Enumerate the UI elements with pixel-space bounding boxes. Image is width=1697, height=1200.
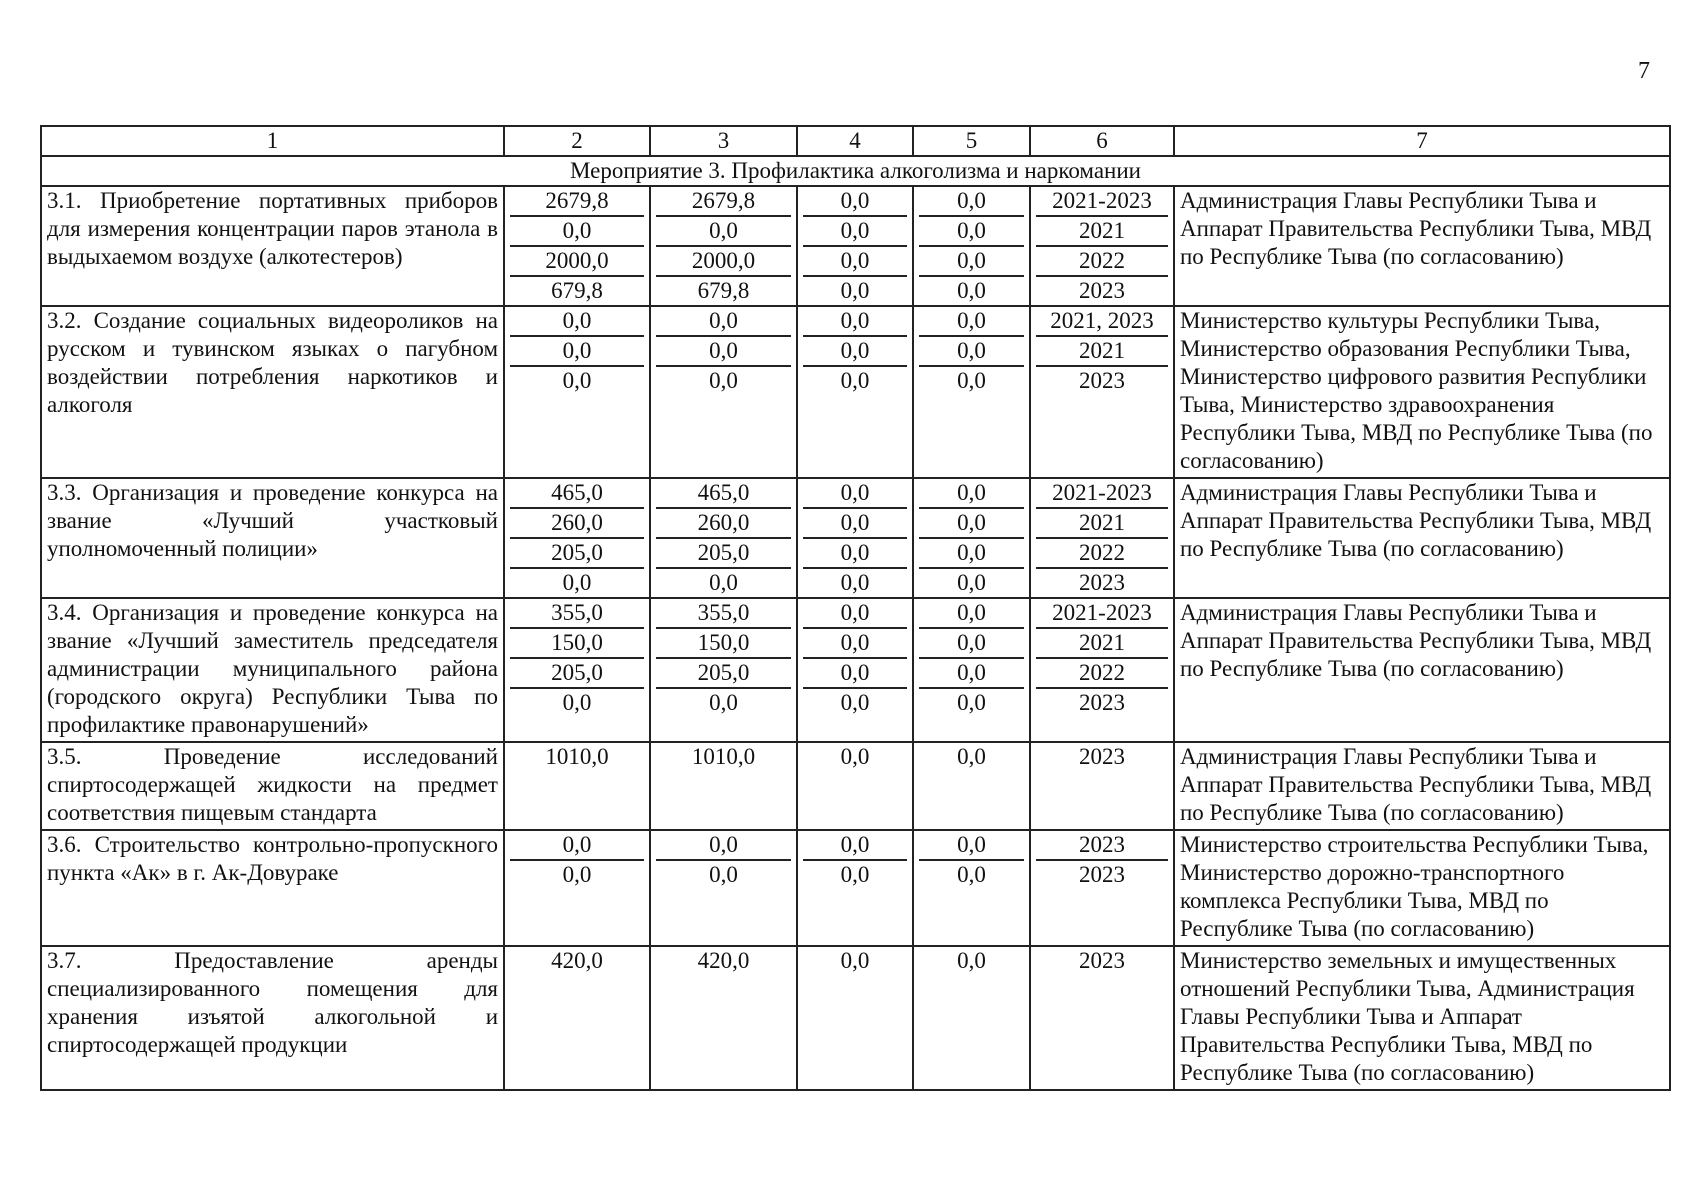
value-line: 679,8 <box>697 278 750 303</box>
value-line: 0,0 <box>510 831 644 861</box>
value-line: 2021 <box>1036 217 1168 247</box>
value-cell-col4 <box>797 946 913 1090</box>
value-line: 0,0 <box>562 368 592 393</box>
value-cell-col4 <box>797 742 913 830</box>
value-line: 0,0 <box>803 217 907 247</box>
value-line: 0,0 <box>957 570 986 595</box>
responsible-executors: Администрация Главы Республики Тыва и Аппарат Правительства Республики Тыва, МВД по Республике Тыва (по согласованию) <box>1174 742 1670 830</box>
value-line: 0,0 <box>656 337 791 367</box>
responsible-executors: Администрация Главы Республики Тыва и Аппарат Правительства Республики Тыва, МВД по Республике Тыва (по согласованию) <box>1174 598 1670 742</box>
value-line: 205,0 <box>656 659 791 689</box>
value-cell-col4 <box>797 478 913 598</box>
value-line: 355,0 <box>510 599 644 629</box>
table-row <box>41 478 1670 598</box>
value-line: 0,0 <box>957 948 986 973</box>
value-line: 0,0 <box>803 187 907 217</box>
value-line: 0,0 <box>803 337 907 367</box>
value-line: 2023 <box>1079 862 1125 887</box>
value-line: 0,0 <box>840 948 870 973</box>
value-cell-col2 <box>504 742 650 830</box>
value-cell-col2 <box>504 946 650 1090</box>
table-row <box>41 742 1670 830</box>
value-cell-col2 <box>504 186 650 306</box>
value-line: 150,0 <box>510 629 644 659</box>
value-line: 465,0 <box>510 479 644 509</box>
value-line: 0,0 <box>709 570 738 595</box>
value-line: 0,0 <box>656 831 791 861</box>
value-line: 420,0 <box>697 948 750 973</box>
value-cell-col3 <box>650 742 797 830</box>
activity-name: 3.5. Проведение исследований спиртосодержащей жидкости на предмет соответствия пищевым стандарта <box>41 742 504 830</box>
value-line: 2023 <box>1079 744 1125 769</box>
value-cell-col6 <box>1030 830 1174 946</box>
value-cell-col6 <box>1030 478 1174 598</box>
value-line: 0,0 <box>803 539 907 569</box>
value-line: 465,0 <box>656 479 791 509</box>
value-line: 0,0 <box>803 629 907 659</box>
value-line: 2022 <box>1036 659 1168 689</box>
value-line: 0,0 <box>957 690 986 715</box>
value-line: 0,0 <box>803 659 907 689</box>
value-cell-col3 <box>650 186 797 306</box>
value-line: 2023 <box>1036 831 1168 861</box>
value-cell-col6 <box>1030 186 1174 306</box>
value-line: 0,0 <box>510 307 644 337</box>
header-row <box>41 126 1670 156</box>
value-line: 0,0 <box>803 599 907 629</box>
value-line: 420,0 <box>551 948 603 973</box>
value-line: 2021-2023 <box>1036 479 1168 509</box>
value-line: 0,0 <box>919 307 1024 337</box>
value-cell-col2 <box>504 478 650 598</box>
value-cell-col4 <box>797 186 913 306</box>
header-col-2: 2 <box>504 126 650 156</box>
value-line: 2679,8 <box>510 187 644 217</box>
value-line: 0,0 <box>562 690 592 715</box>
value-line: 260,0 <box>656 509 791 539</box>
value-line: 2021-2023 <box>1036 599 1168 629</box>
value-line: 0,0 <box>840 570 870 595</box>
value-cell-col4 <box>797 598 913 742</box>
value-line: 2679,8 <box>656 187 791 217</box>
value-cell-col5 <box>913 742 1030 830</box>
header-col-5: 5 <box>913 126 1030 156</box>
value-line: 679,8 <box>551 278 603 303</box>
value-line: 2021, 2023 <box>1036 307 1168 337</box>
section-row <box>41 156 1670 186</box>
value-line: 2021 <box>1036 337 1168 367</box>
value-line: 355,0 <box>656 599 791 629</box>
value-cell-col6 <box>1030 598 1174 742</box>
responsible-executors: Министерство культуры Республики Тыва, Министерство образования Республики Тыва, Министерство цифрового развития Республики Тыва, Министерство здравоохранения Республики Тыва, МВД по Республике Тыва (по согласованию) <box>1174 306 1670 478</box>
value-line: 0,0 <box>957 278 986 303</box>
value-cell-col2 <box>504 598 650 742</box>
value-cell-col5 <box>913 478 1030 598</box>
value-cell-col5 <box>913 946 1030 1090</box>
value-line: 0,0 <box>919 247 1024 277</box>
header-col-3: 3 <box>650 126 797 156</box>
value-cell-col4 <box>797 306 913 478</box>
value-line: 0,0 <box>919 831 1024 861</box>
value-cell-col6 <box>1030 946 1174 1090</box>
value-line: 205,0 <box>510 539 644 569</box>
value-cell-col2 <box>504 830 650 946</box>
responsible-executors: Министерство земельных и имущественных отношений Республики Тыва, Администрация Главы Республики Тыва и Аппарат Правительства Республики Тыва, МВД по Республике Тыва (по согласованию) <box>1174 946 1670 1090</box>
header-col-1: 1 <box>41 126 504 156</box>
header-col-6: 6 <box>1030 126 1174 156</box>
value-line: 0,0 <box>957 744 986 769</box>
value-line: 2023 <box>1079 368 1125 393</box>
value-line: 0,0 <box>803 509 907 539</box>
value-line: 0,0 <box>709 368 738 393</box>
value-line: 0,0 <box>919 629 1024 659</box>
value-cell-col6 <box>1030 742 1174 830</box>
value-cell-col3 <box>650 830 797 946</box>
value-line: 0,0 <box>709 862 738 887</box>
value-line: 0,0 <box>709 690 738 715</box>
value-line: 0,0 <box>803 479 907 509</box>
value-cell-col3 <box>650 598 797 742</box>
program-table <box>40 125 1671 1091</box>
page-number: 7 <box>1638 58 1650 84</box>
activity-name: 3.7. Предоставление аренды специализированного помещения для хранения изъятой алкогольной и спиртосодержащей продукции <box>41 946 504 1090</box>
table-row <box>41 830 1670 946</box>
value-line: 0,0 <box>919 217 1024 247</box>
header-col-7: 7 <box>1174 126 1670 156</box>
value-line: 0,0 <box>562 570 592 595</box>
value-line: 2023 <box>1079 948 1125 973</box>
activity-name: 3.4. Организация и проведение конкурса на звание «Лучший заместитель председателя администрации муниципального района (городского округа) Республики Тыва по профилактике правонарушений» <box>41 598 504 742</box>
activity-name: 3.1. Приобретение портативных приборов для измерения концентрации паров этанола в выдыхаемом воздухе (алкотестеров) <box>41 186 504 306</box>
value-line: 0,0 <box>957 368 986 393</box>
value-line: 0,0 <box>803 831 907 861</box>
value-line: 0,0 <box>919 599 1024 629</box>
section-title: Мероприятие 3. Профилактика алкоголизма и наркомании <box>41 156 1670 186</box>
table-row <box>41 306 1670 478</box>
value-line: 0,0 <box>919 509 1024 539</box>
value-line: 0,0 <box>919 337 1024 367</box>
responsible-executors: Министерство строительства Республики Тыва, Министерство дорожно-транспортного комплекса Республики Тыва, МВД по Республике Тыва (по согласованию) <box>1174 830 1670 946</box>
value-line: 0,0 <box>840 744 870 769</box>
activity-name: 3.2. Создание социальных видеороликов на русском и тувинском языках о пагубном воздействии потребления наркотиков и алкоголя <box>41 306 504 478</box>
value-line: 0,0 <box>656 307 791 337</box>
value-line: 0,0 <box>562 862 592 887</box>
value-cell-col6 <box>1030 306 1174 478</box>
table-row <box>41 598 1670 742</box>
value-cell-col5 <box>913 306 1030 478</box>
responsible-executors: Администрация Главы Республики Тыва и Аппарат Правительства Республики Тыва, МВД по Республике Тыва (по согласованию) <box>1174 478 1670 598</box>
value-line: 0,0 <box>840 690 870 715</box>
value-cell-col4 <box>797 830 913 946</box>
value-line: 205,0 <box>510 659 644 689</box>
value-line: 0,0 <box>656 217 791 247</box>
value-line: 205,0 <box>656 539 791 569</box>
value-line: 0,0 <box>957 862 986 887</box>
value-line: 0,0 <box>840 278 870 303</box>
responsible-executors: Администрация Главы Республики Тыва и Аппарат Правительства Республики Тыва, МВД по Республике Тыва (по согласованию) <box>1174 186 1670 306</box>
value-cell-col5 <box>913 186 1030 306</box>
value-cell-col5 <box>913 830 1030 946</box>
value-line: 2022 <box>1036 247 1168 277</box>
value-line: 2023 <box>1079 278 1125 303</box>
value-line: 0,0 <box>803 247 907 277</box>
value-line: 2000,0 <box>510 247 644 277</box>
value-line: 260,0 <box>510 509 644 539</box>
table-row <box>41 186 1670 306</box>
activity-name: 3.3. Организация и проведение конкурса на звание «Лучший участковый уполномоченный полиции» <box>41 478 504 598</box>
value-line: 0,0 <box>919 539 1024 569</box>
value-line: 1010,0 <box>545 744 609 769</box>
value-cell-col5 <box>913 598 1030 742</box>
value-line: 0,0 <box>803 307 907 337</box>
activity-name: 3.6. Строительство контрольно-пропускного пункта «Ак» в г. Ак-Довураке <box>41 830 504 946</box>
value-line: 0,0 <box>919 479 1024 509</box>
value-line: 2022 <box>1036 539 1168 569</box>
value-cell-col3 <box>650 478 797 598</box>
value-line: 0,0 <box>919 659 1024 689</box>
value-line: 0,0 <box>919 187 1024 217</box>
value-line: 150,0 <box>656 629 791 659</box>
value-line: 2000,0 <box>656 247 791 277</box>
value-cell-col3 <box>650 306 797 478</box>
header-col-4: 4 <box>797 126 913 156</box>
table-row <box>41 946 1670 1090</box>
value-line: 2021-2023 <box>1036 187 1168 217</box>
value-line: 2023 <box>1079 690 1125 715</box>
value-line: 0,0 <box>510 337 644 367</box>
value-line: 2023 <box>1079 570 1125 595</box>
value-line: 2021 <box>1036 629 1168 659</box>
value-line: 0,0 <box>840 862 870 887</box>
value-line: 1010,0 <box>691 744 756 769</box>
value-line: 0,0 <box>840 368 870 393</box>
value-cell-col3 <box>650 946 797 1090</box>
value-line: 0,0 <box>510 217 644 247</box>
value-line: 2021 <box>1036 509 1168 539</box>
value-cell-col2 <box>504 306 650 478</box>
